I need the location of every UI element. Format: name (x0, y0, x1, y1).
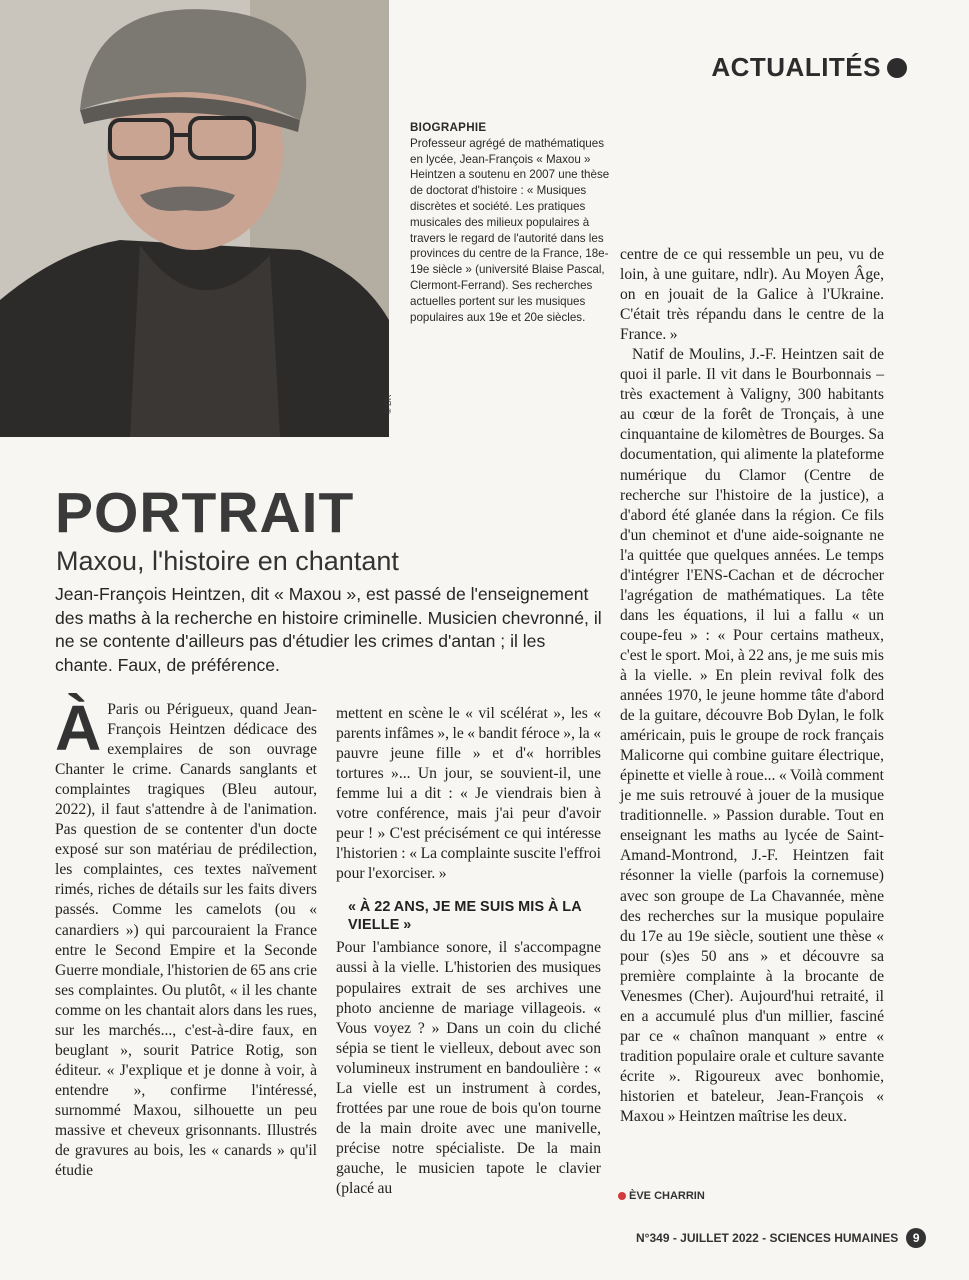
column-3-paragraph-1: centre de ce qui ressemble un peu, vu de loin, à une guitare, ndlr). Au Moyen Âge, on en jouait de la Galice à l'Ukraine. C'était très répandu dans le centre de la France. » (620, 246, 884, 344)
column-1-text: Paris ou Périgueux, quand Jean-François Heintzen dédicace des exemplaires de son ouvrage Chanter le crime. Canards sanglants et complaintes tragiques (Bleu autour, 2022), il faut s'attendre à de l'animation. Pas question de se contenter d'un docte exposé sur son matériau de prédilection, les complaintes, ces textes naïvement rimés, riches de détails sur les faits divers passés. Comme les camelots (ou « canardiers ») qui parcouraient la France entre le Second Empire et la Seconde Guerre mondiale, l'historien de 65 ans crie ses complaintes. Ou plutôt, « il les chante comme on les chantait alors dans les rues, sur les marchés..., c'est-à-dire faux, en beuglant », sourit Patrice Rotig, son éditeur. « J'explique et je donne à voir, à entendre », confirme l'intéressé, surnommé Maxou, silhouette un peu massive et cheveux grisonnants. Illustrés de gravures au bois, les « canards » qu'il étudie (55, 701, 317, 1180)
photo-credit: © DR (384, 394, 393, 414)
article-column-1 (55, 692, 317, 1181)
biography-text: Professeur agrégé de mathématiques en lycée, Jean-François « Maxou » Heintzen a soutenu en 2007 une thèse de doctorat d'histoire : « Musiques discrètes et société. Les pratiques musicales des milieux populaires à travers le regard de l'autorité dans les provinces du centre de la France, 18e-19e siècle » (université Blaise Pascal, Clermont-Ferrand). Ses recherches actuelles portent sur les musiques populaires aux 19e et 20e siècles. (410, 136, 610, 324)
column-2-paragraph-1: mettent en scène le « vil scélérat », les « parents infâmes », le « bandit féroce », la « pauvre jeune fille » et d'« horribles tortures »... Un jour, se souvient-il, une femme lui a dit : « Je viendrais bien à votre conférence, mais j'ai peur d'avoir peur ! » C'est précisément ce qui intéresse l'historien : « La complainte suscite l'effroi pour l'exorciser. » (336, 705, 601, 883)
page-footer (636, 1228, 926, 1248)
article-subhead: « À 22 ANS, JE ME SUIS MIS À LA VIELLE » (348, 899, 582, 934)
author-credit (618, 1190, 705, 1202)
article-subtitle: Maxou, l'histoire en chantant (56, 546, 399, 576)
column-3-paragraph-2: Natif de Moulins, J.-F. Heintzen sait de quoi il parle. Il vit dans le Bourbonnais – très exactement à Valigny, 300 habitants au cœur de la forêt de Tronçais, à une cinquantaine de kilomètres de Bourges. Sa documentation, qui alimente la plateforme numérique du Clamor (Centre de recherche sur l'histoire de la justice), a d'abord été glanée dans la région. Ce fils d'un cheminot et d'une aide-soignante ne l'a quittée que quelques années. Le temps d'intégrer l'ENS-Cachan et de décrocher l'agrégation de mathématiques. La tête dans les équations, il lui a fallu « un coupe-feu » : « Pour certains matheux, c'est le sport. Moi, à 22 ans, je me suis mis à la vielle. » En plein revival folk des années 1970, le jeune homme tâte d'abord de la guitare, découvre Bob Dylan, le folk américain, puis le groupe de rock français Malicorne qui combine guitare électrique, épinette et vielle à roue... « Voilà comment je me suis retrouvé à jouer de la musique traditionnelle. » Passion durable. Tout en enseignant les maths au lycée de Saint-Amand-Montrond, J.-F. Heintzen fait résonner la vielle (parfois la cornemuse) avec son groupe de La Chavannée, mène des recherches sur la musique populaire du 17e au 19e siècle, soutient une thèse « pour (s)es 50 ans » et découvre sa première complainte à la brocante de Venesmes (Cher). Aujourd'hui retraité, il en a accumulé plus d'un millier, fasciné par ce « chaînon manquant » entre « tradition populaire orale et culture savante écrite ». Rigoureux avec bonhomie, historien et bateleur, Jean-François « Maxou » Heintzen maîtrise les deux. (620, 346, 884, 1126)
author-dot-icon (618, 1192, 626, 1200)
biography-box (410, 120, 610, 325)
section-tag (711, 52, 907, 83)
issue-info: N°349 - JUILLET 2022 - SCIENCES HUMAINES (636, 1231, 899, 1245)
article-column-2 (336, 704, 601, 1199)
section-dot-icon (887, 58, 907, 78)
portrait-photo (0, 0, 389, 437)
article-lead: Jean-François Heintzen, dit « Maxou », est passé de l'enseignement des maths à la recherche en histoire criminelle. Musicien chevronné, il ne se contente d'ailleurs pas d'étudier les crimes d'antan ; il les chante. Faux, de préférence. (55, 584, 602, 675)
section-label: ACTUALITÉS (711, 52, 881, 82)
author-name: ÈVE CHARRIN (629, 1190, 705, 1202)
page-number: 9 (906, 1228, 926, 1248)
column-2-paragraph-2: Pour l'ambiance sonore, il s'accompagne aussi à la vielle. L'historien des musiques populaires extrait de ses archives une photo ancienne de mariage villageois. « Vous voyez ? » Dans un coin du cliché sépia se tient le vielleux, debout avec son volumineux instrument en bandoulière : « La vielle est un instrument à cordes, frottées par une roue de bois qu'on tourne de la main droite avec une manivelle, précise notre spécialiste. De la main gauche, le musicien tapote le clavier (placé au (336, 939, 601, 1197)
biography-title: BIOGRAPHIE (410, 121, 487, 134)
dropcap: À (55, 692, 102, 764)
article-column-3 (620, 245, 884, 1127)
article-title: PORTRAIT (55, 481, 355, 545)
